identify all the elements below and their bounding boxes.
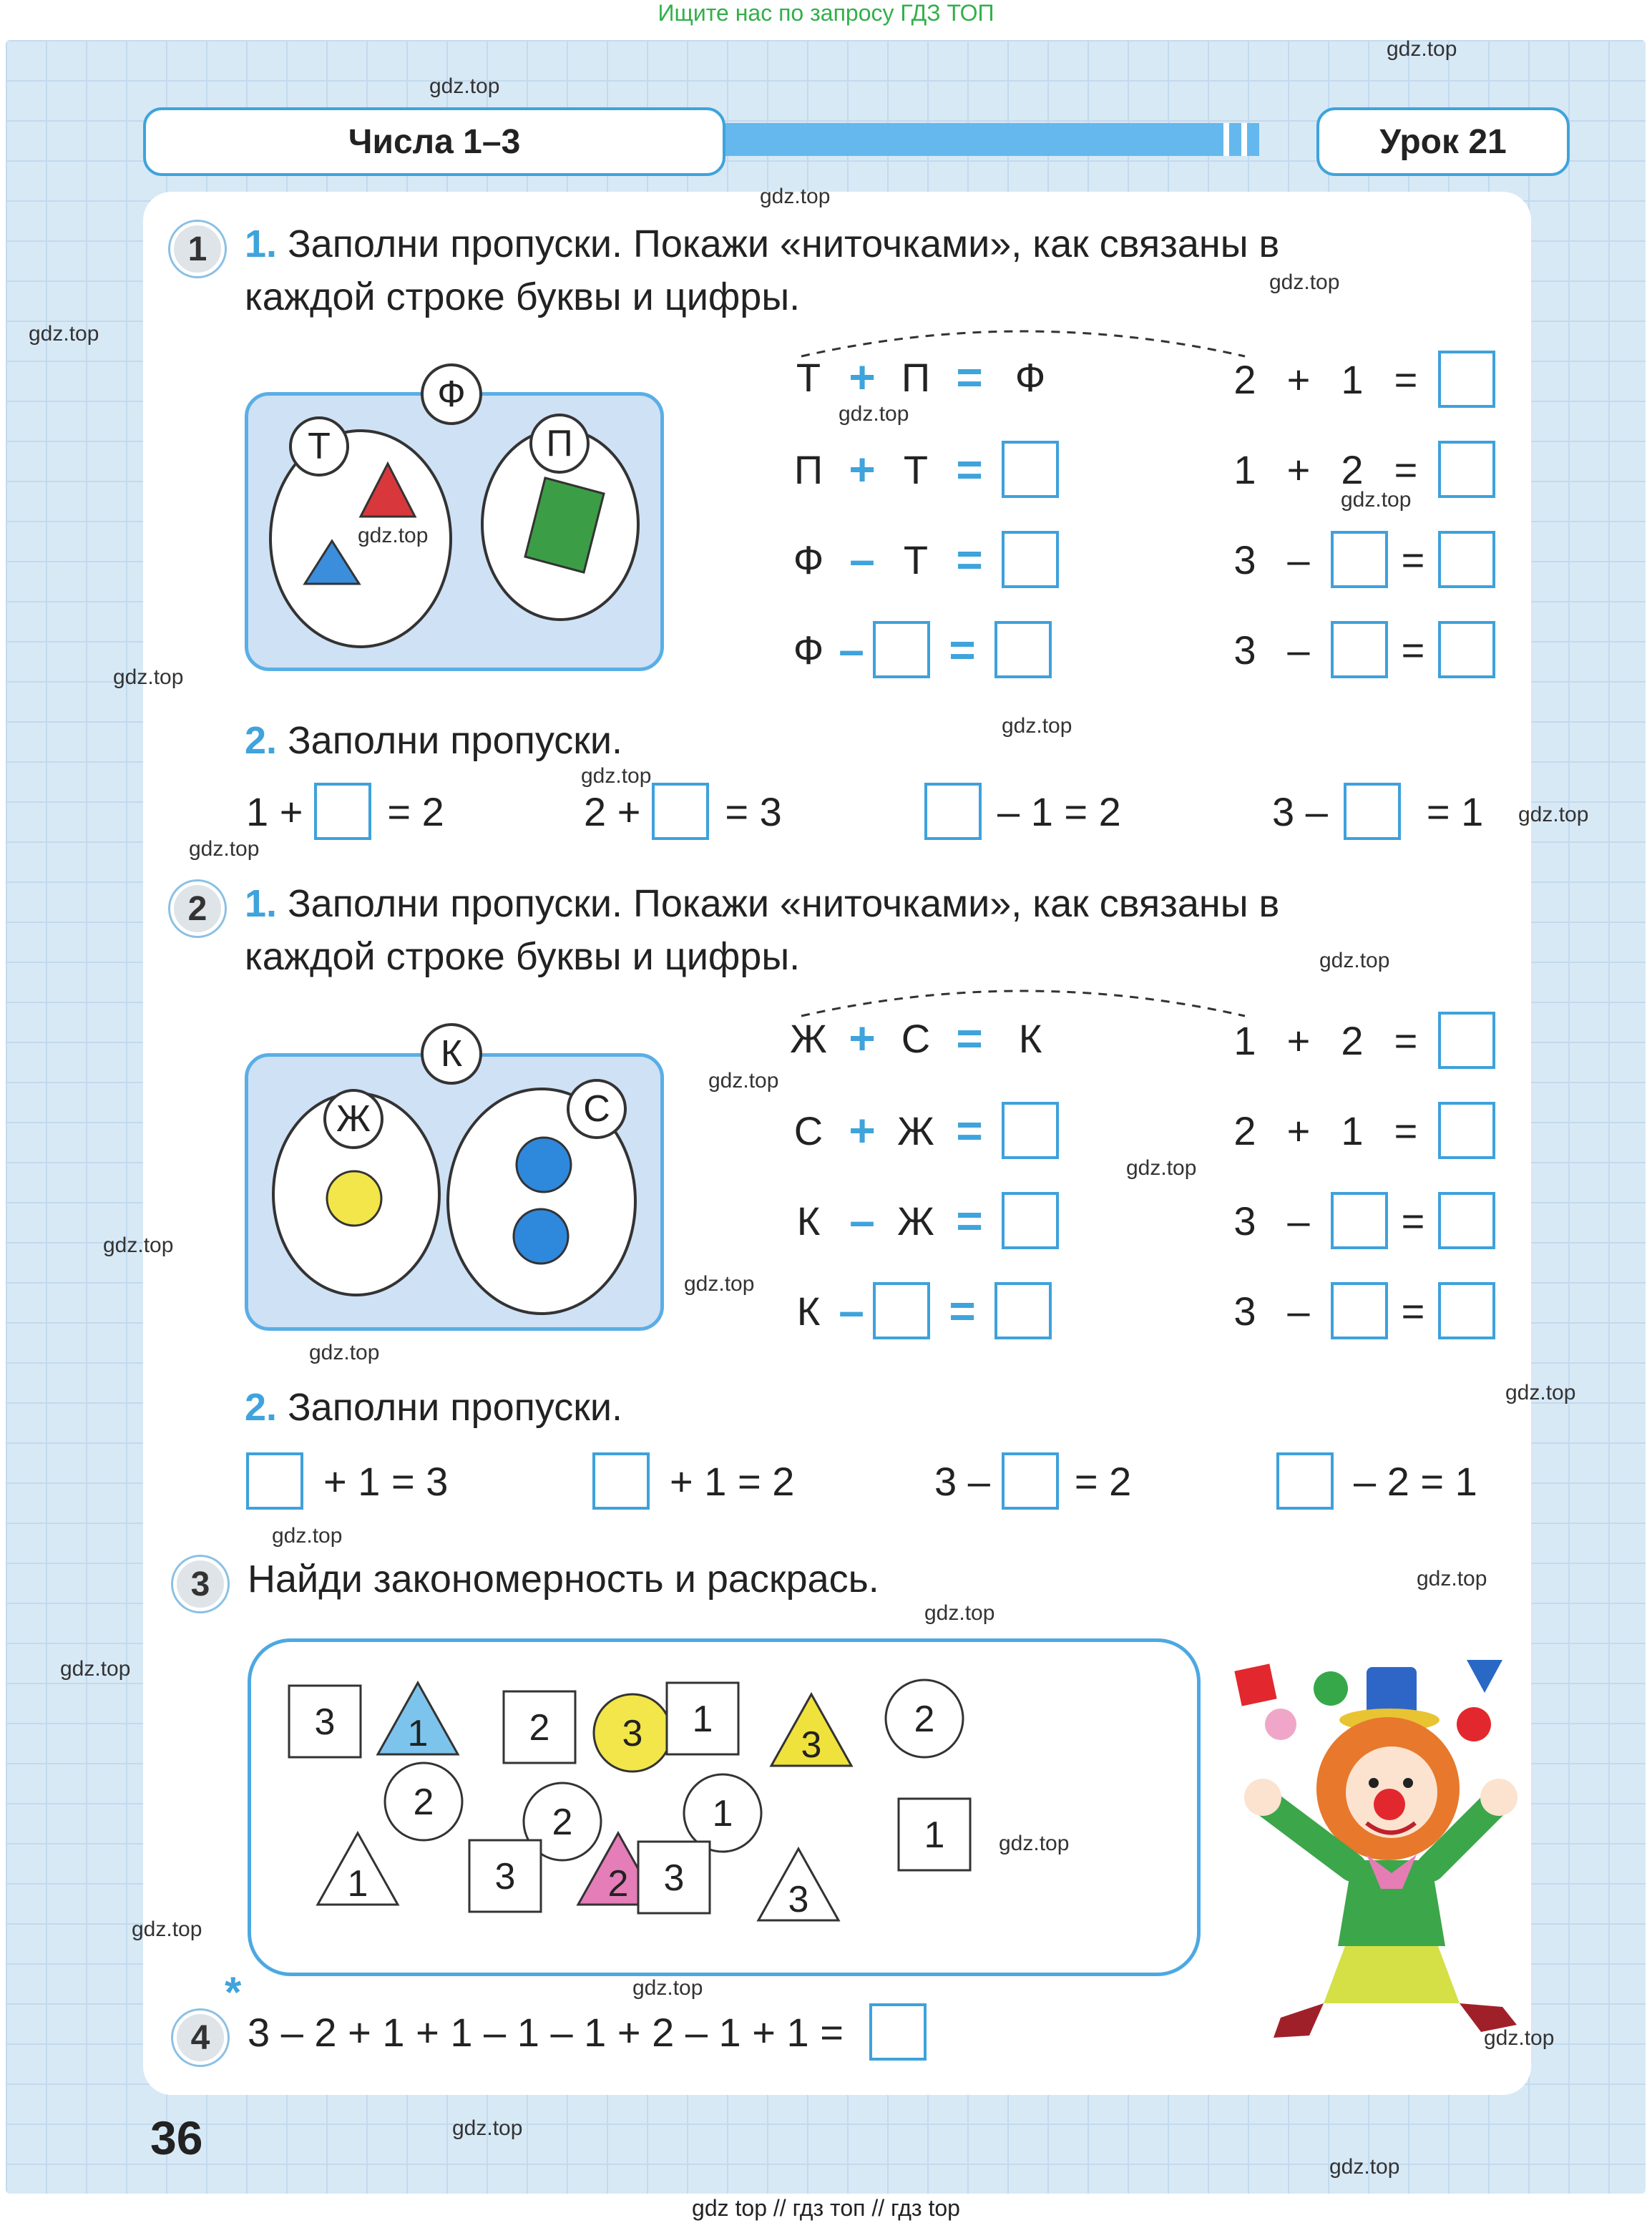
expression: 3 – 2 + 1 + 1 – 1 – 1 + 2 – 1 + 1 = <box>248 2003 927 2061</box>
top-notice: Ищите нас по запросу ГДЗ ТОП <box>658 0 994 26</box>
letter-equation: Ф – Т = <box>787 531 1059 588</box>
red-triangle-icon <box>361 464 415 517</box>
fill-equation: 3 – = 1 <box>1272 783 1483 840</box>
watermark: gdz.top <box>1518 803 1589 826</box>
venn-shapes-right <box>508 1130 580 1274</box>
watermark: gdz.top <box>924 1601 995 1625</box>
task-number: 3 <box>173 1557 228 1611</box>
watermark: gdz.top <box>581 764 652 788</box>
yellow-circle-icon <box>327 1171 381 1226</box>
watermark: gdz.top <box>29 322 99 346</box>
pattern-shape-label: 2 <box>607 1863 629 1905</box>
pattern-circle[interactable] <box>385 1763 462 1840</box>
letter-equation: К – Ж = <box>787 1192 1059 1249</box>
pattern-shape-label: 3 <box>314 1701 336 1743</box>
pattern-circle[interactable] <box>594 1694 671 1772</box>
watermark: gdz.top <box>839 402 909 426</box>
watermark: gdz.top <box>1505 1381 1576 1404</box>
answer-box[interactable] <box>1276 1452 1334 1510</box>
number-equation: 3 – = <box>1223 1192 1495 1249</box>
pattern-shapes <box>248 1638 1199 1975</box>
answer-box[interactable] <box>873 621 930 678</box>
answer-box[interactable] <box>592 1452 650 1510</box>
number-equation: 1 + 2 = <box>1223 441 1495 498</box>
watermark: gdz.top <box>1126 1156 1197 1180</box>
watermark: gdz.top <box>1341 488 1412 512</box>
answer-box[interactable] <box>994 621 1052 678</box>
venn-label-right: С <box>567 1079 627 1139</box>
green-rectangle-icon <box>525 478 604 572</box>
watermark: gdz.top <box>60 1657 131 1681</box>
answer-box[interactable] <box>1331 621 1388 678</box>
answer-box[interactable] <box>1438 1282 1495 1339</box>
fill-equation: 2 + = 3 <box>584 783 782 840</box>
part-number: 2. <box>245 1386 278 1429</box>
part-number: 1. <box>245 223 278 265</box>
answer-box[interactable] <box>924 783 982 840</box>
pattern-shape-label: 3 <box>494 1856 516 1897</box>
pattern-shape-label: 3 <box>663 1857 685 1899</box>
watermark: gdz.top <box>684 1272 755 1296</box>
clown-illustration <box>1223 1646 1524 2046</box>
pattern-square[interactable] <box>899 1799 970 1870</box>
watermark: gdz.top <box>1002 714 1072 738</box>
venn-label-left: Ж <box>323 1089 383 1149</box>
answer-box[interactable] <box>1438 1012 1495 1069</box>
watermark: gdz.top <box>1484 2026 1555 2050</box>
pattern-triangle[interactable] <box>771 1694 851 1766</box>
header-stripe <box>715 123 1259 156</box>
watermark: gdz.top <box>103 1233 174 1257</box>
pattern-circle[interactable] <box>886 1680 963 1757</box>
answer-box[interactable] <box>652 783 709 840</box>
venn-shapes-right <box>515 472 615 580</box>
venn-label-outer: К <box>421 1023 482 1085</box>
watermark: gdz.top <box>429 74 500 98</box>
pattern-square[interactable] <box>504 1691 575 1763</box>
answer-box[interactable] <box>1002 441 1059 498</box>
fill-equation: – 1 = 2 <box>924 783 1121 840</box>
pattern-shape-label: 2 <box>413 1782 434 1823</box>
answer-box[interactable] <box>994 1282 1052 1339</box>
answer-box[interactable] <box>246 1452 303 1510</box>
watermark: gdz.top <box>358 524 429 547</box>
venn-label-right: П <box>529 414 590 474</box>
letter-equation: К – = <box>787 1282 1052 1339</box>
pattern-square[interactable] <box>289 1686 361 1757</box>
pattern-shape-label: 1 <box>712 1793 733 1834</box>
answer-box[interactable] <box>1438 351 1495 408</box>
watermark: gdz.top <box>1329 2155 1400 2179</box>
answer-box[interactable] <box>314 783 371 840</box>
fill-equation: 1 + = 2 <box>246 783 444 840</box>
watermark: gdz.top <box>999 1832 1070 1855</box>
task-text: Заполни пропуски. <box>288 719 623 762</box>
answer-box[interactable] <box>1331 1192 1388 1249</box>
answer-box[interactable] <box>873 1282 930 1339</box>
pattern-shape-label: 1 <box>407 1713 429 1754</box>
part-number: 1. <box>245 882 278 925</box>
watermark: gdz.top <box>309 1341 380 1364</box>
pattern-square[interactable] <box>667 1683 738 1754</box>
watermark: gdz.top <box>708 1069 779 1093</box>
venn-label-outer: Ф <box>421 363 482 425</box>
watermark: gdz.top <box>272 1524 343 1548</box>
pattern-shape-label: 2 <box>914 1699 935 1740</box>
number-equation: 3 – = <box>1223 621 1495 678</box>
answer-box[interactable] <box>1331 531 1388 588</box>
task-text: Заполни пропуски. Покажи «ниточками», как связаны в <box>288 223 1280 265</box>
fill-equation: + 1 = 3 <box>246 1452 448 1510</box>
venn-label-left: Т <box>289 416 349 477</box>
star-mark: * <box>225 1968 242 2016</box>
watermark: gdz.top <box>113 665 184 689</box>
letter-equation: Ж + С = К <box>790 1012 1042 1064</box>
watermark: gdz.top <box>1417 1567 1487 1591</box>
pattern-shape-label: 3 <box>788 1879 809 1920</box>
venn-shapes-left <box>322 1166 386 1231</box>
pattern-shape-label: 3 <box>622 1713 643 1754</box>
letter-equation: П + Т = <box>787 441 1059 498</box>
header-left-tab: Числа 1–3 <box>143 107 725 176</box>
task-text: Найди закономерность и раскрась. <box>248 1558 879 1601</box>
pattern-shape-label: 3 <box>801 1724 822 1766</box>
pattern-triangle[interactable] <box>378 1683 458 1754</box>
task-text: каждой строке буквы и цифры. <box>245 275 801 318</box>
answer-box[interactable] <box>1002 1102 1059 1159</box>
blue-circle-icon <box>514 1209 568 1264</box>
task-number: 2 <box>170 881 225 936</box>
number-equation: 2 + 1 = <box>1223 1102 1495 1159</box>
task-number: 4 <box>173 2010 228 2065</box>
pattern-triangle[interactable] <box>318 1833 398 1905</box>
blue-circle-icon <box>517 1138 571 1192</box>
watermark: gdz.top <box>632 1976 703 2000</box>
number-equation: 3 – = <box>1223 531 1495 588</box>
watermark: gdz.top <box>1269 270 1340 294</box>
watermark: gdz.top <box>1387 37 1457 61</box>
number-equation: 2 + 1 = <box>1223 351 1495 408</box>
pattern-triangle[interactable] <box>758 1849 839 1920</box>
pattern-shape-label: 2 <box>552 1802 573 1843</box>
letter-equation: С + Ж = <box>787 1102 1059 1159</box>
fill-equation: + 1 = 2 <box>592 1452 794 1510</box>
page-number: 36 <box>150 2111 203 2164</box>
pattern-square[interactable] <box>638 1842 710 1913</box>
watermark: gdz.top <box>760 185 831 208</box>
header-right-tab: Урок 21 <box>1316 107 1570 176</box>
answer-box[interactable] <box>1438 441 1495 498</box>
number-equation: 1 + 2 = <box>1223 1012 1495 1069</box>
blue-triangle-icon <box>305 541 359 584</box>
answer-box[interactable] <box>1002 1192 1059 1249</box>
answer-box[interactable] <box>1002 1452 1059 1510</box>
watermark: gdz.top <box>1319 949 1390 972</box>
task-number: 1 <box>170 222 225 276</box>
answer-box[interactable] <box>1344 783 1401 840</box>
letter-equation: Ф – = <box>787 621 1052 678</box>
answer-box[interactable] <box>1438 621 1495 678</box>
answer-box[interactable] <box>1331 1282 1388 1339</box>
bottom-notice: gdz top // гдз топ // гдз top <box>692 2195 960 2221</box>
pattern-circle[interactable] <box>684 1774 761 1852</box>
pattern-shape-label: 2 <box>529 1707 550 1749</box>
task-text: Заполни пропуски. <box>288 1386 623 1429</box>
number-equation: 3 – = <box>1223 1282 1495 1339</box>
answer-box[interactable] <box>1438 1102 1495 1159</box>
task-text: каждой строке буквы и цифры. <box>245 935 801 978</box>
fill-equation: – 2 = 1 <box>1276 1452 1477 1510</box>
pattern-shape-label: 1 <box>347 1863 368 1905</box>
header-stripe-gap <box>1223 123 1229 156</box>
pattern-shape-label: 1 <box>924 1814 945 1856</box>
watermark: gdz.top <box>452 2116 523 2140</box>
pattern-square[interactable] <box>469 1840 541 1912</box>
fill-equation: 3 – = 2 <box>934 1452 1131 1510</box>
answer-box[interactable] <box>869 2003 927 2061</box>
answer-box[interactable] <box>1002 531 1059 588</box>
letter-equation: Т + П = Ф <box>796 351 1046 403</box>
answer-box[interactable] <box>1438 531 1495 588</box>
task-text: Заполни пропуски. Покажи «ниточками», как связаны в <box>288 882 1280 925</box>
answer-box[interactable] <box>1438 1192 1495 1249</box>
watermark: gdz.top <box>132 1917 202 1941</box>
part-number: 2. <box>245 719 278 762</box>
header-stripe-gap <box>1241 123 1247 156</box>
pattern-shape-label: 1 <box>692 1699 713 1740</box>
watermark: gdz.top <box>189 837 260 861</box>
